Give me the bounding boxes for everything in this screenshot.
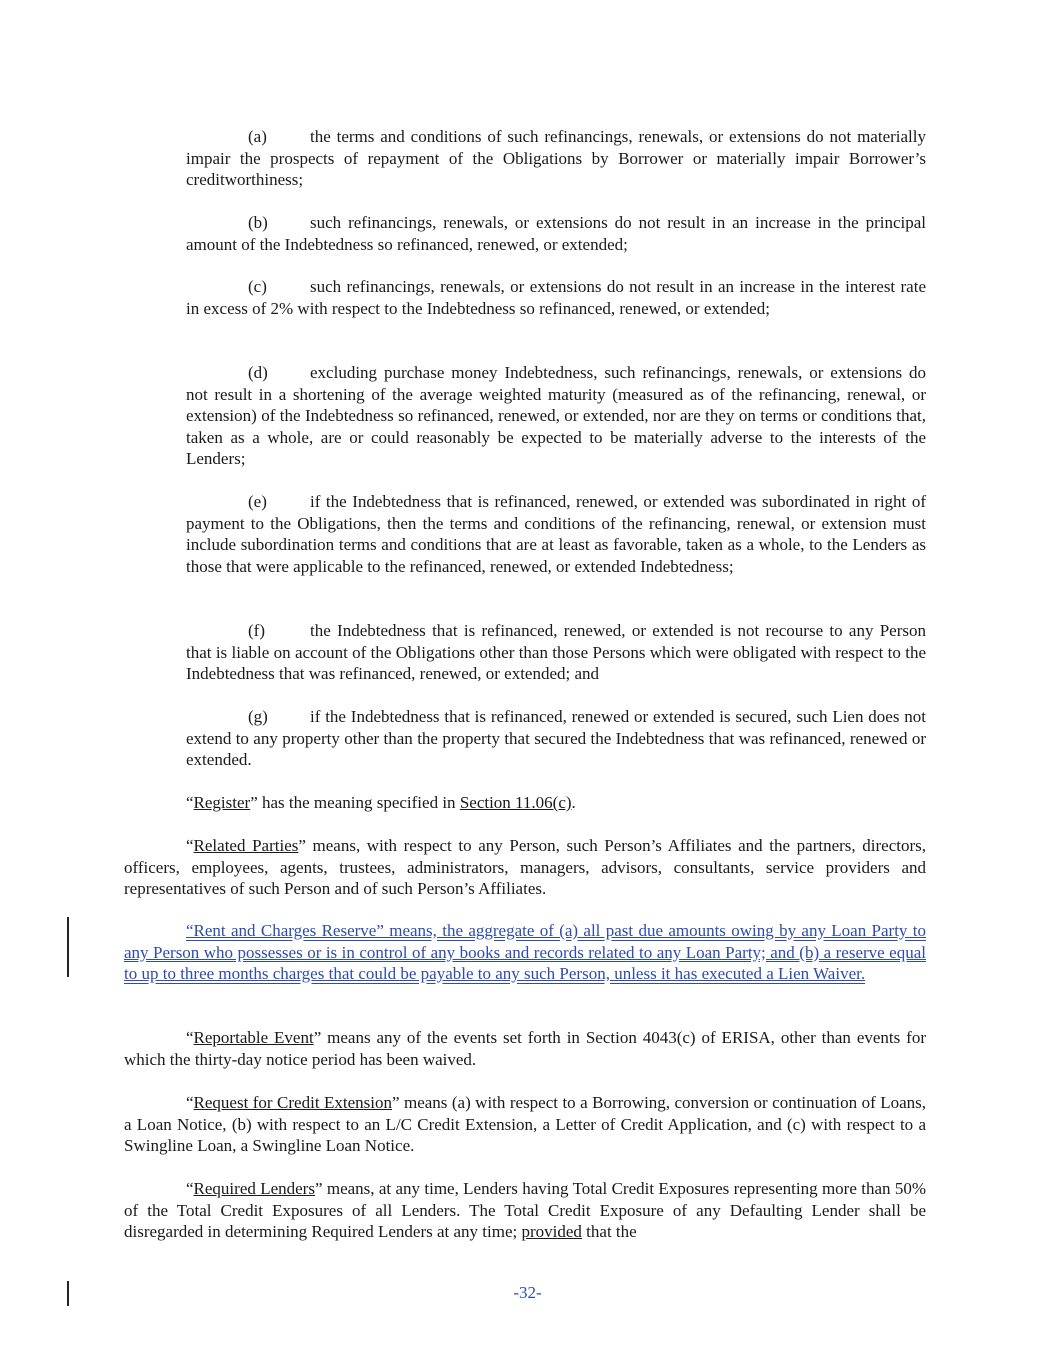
defined-term: Required Lenders [193, 1179, 315, 1198]
defined-term: Request for Credit Extension [193, 1093, 392, 1112]
definition-register [124, 792, 926, 814]
provided-term: provided [521, 1222, 582, 1242]
clause-text: the terms and conditions of such refinancings, renewals, or extensions do not materially impair the prospects of repayment of the Obligations by Borrower or materially impair Borrower’s creditworthiness; [186, 127, 926, 190]
quote-open: “ [186, 1179, 194, 1198]
clause-label: (c) [248, 277, 267, 296]
definition-reportable-event [124, 1027, 926, 1070]
clause-text: the Indebtedness that is refinanced, renewed, or extended is not recourse to any Person that is liable on account of the Obligations other than those Persons which were obligated with respect to the Indebtedness that was refinanced, renewed, or extended; and [186, 621, 926, 684]
clause-text: such refinancings, renewals, or extensions do not result in an increase in the interest rate in excess of 2% with respect to the Indebtedness so refinanced, renewed, or extended; [186, 277, 926, 318]
definition-text: ” means any of the events set forth in Section 4043(c) of ERISA, other than events for which the thirty-day notice period has been waived. [124, 1028, 926, 1069]
clause-label: (b) [248, 213, 268, 232]
inserted-text: “Rent and Charges Reserve” means, the aggregate of (a) all past due amounts owing by any Loan Party to any Person who possesses or is in control of any books and records related to any Loan Party; and (b) a reserve equal to up to three months charges that could be payable to any such Person, unless it has executed a Lien Waiver. [124, 921, 926, 984]
quote-open: “ [186, 1028, 194, 1047]
clause-label: (g) [248, 707, 268, 726]
defined-term: Register [193, 793, 251, 812]
quote-open: “ [186, 836, 194, 855]
clause-c [186, 276, 926, 319]
definition-end: . [571, 793, 576, 812]
definition-text: ” means, at any time, Lenders having Total Credit Exposures representing more than 50% of the Total Credit Exposures of all Lenders. The Total Credit Exposure of any Defaulting Lender shall be disregarded in determining Required Lenders at any time; [124, 1179, 926, 1242]
clause-g [186, 706, 926, 771]
definition-rent-and-charges-reserve [124, 920, 926, 985]
clause-text: such refinancings, renewals, or extensions do not result in an increase in the principal amount of the Indebtedness so refinanced, renewed, or extended; [186, 213, 926, 254]
clause-e [186, 491, 926, 577]
definition-text: ” has the meaning specified in [250, 793, 460, 812]
definition-request-for-credit-extension [124, 1092, 926, 1157]
clause-label: (e) [248, 492, 267, 511]
quote-open: “ [186, 793, 194, 812]
definition-text: ” means (a) with respect to a Borrowing, conversion or continuation of Loans, a Loan Notice, (b) with respect to an L/C Credit Extension, a Letter of Credit Application, and (c) with respect to a Swingline Loan, a Swingline Loan Notice. [124, 1093, 926, 1156]
clause-a [186, 126, 926, 191]
definition-related-parties [124, 835, 926, 900]
definition-tail: that the [581, 1222, 637, 1242]
clause-label: (f) [248, 621, 265, 640]
defined-term: Reportable Event [193, 1028, 314, 1047]
definition-required-lenders [124, 1178, 926, 1243]
clause-b [186, 212, 926, 255]
defined-term: Related Parties [193, 836, 299, 855]
clause-label: (d) [248, 363, 268, 382]
quote-open: “ [186, 1093, 194, 1112]
section-reference: Section 11.06(c) [459, 793, 572, 812]
clause-f [186, 620, 926, 685]
clause-text: if the Indebtedness that is refinanced, renewed, or extended was subordinated in right of payment to the Obligations, then the terms and conditions of the refinancing, renewal, or extension must include subordination terms and conditions that are at least as favorable, taken as a whole, to the Lenders as those that were applicable to the refinanced, renewed, or extended Indebtedness; [186, 492, 926, 576]
clause-text: if the Indebtedness that is refinanced, renewed or extended is secured, such Lien does not extend to any property other than the property that secured the Indebtedness that was refinanced, renewed or extended. [186, 707, 926, 770]
change-bar [67, 917, 69, 977]
definition-text: ” means, with respect to any Person, such Person’s Affiliates and the partners, directors, officers, employees, agents, trustees, administrators, managers, advisors, consultants, service providers and representatives of such Person and of such Person’s Affiliates. [124, 836, 926, 899]
clause-label: (a) [248, 127, 267, 146]
clause-text: excluding purchase money Indebtedness, such refinancings, renewals, or extensions do not result in a shortening of the average weighted maturity (measured as of the refinancing, renewal, or extension) of the Indebtedness so refinanced, renewed, or extended, nor are they on terms or conditions that, taken as a whole, are or could reasonably be expected to be materially adverse to the interests of the Lenders; [186, 363, 926, 469]
clause-d [186, 362, 926, 470]
page-number: -32- [513, 1283, 542, 1302]
